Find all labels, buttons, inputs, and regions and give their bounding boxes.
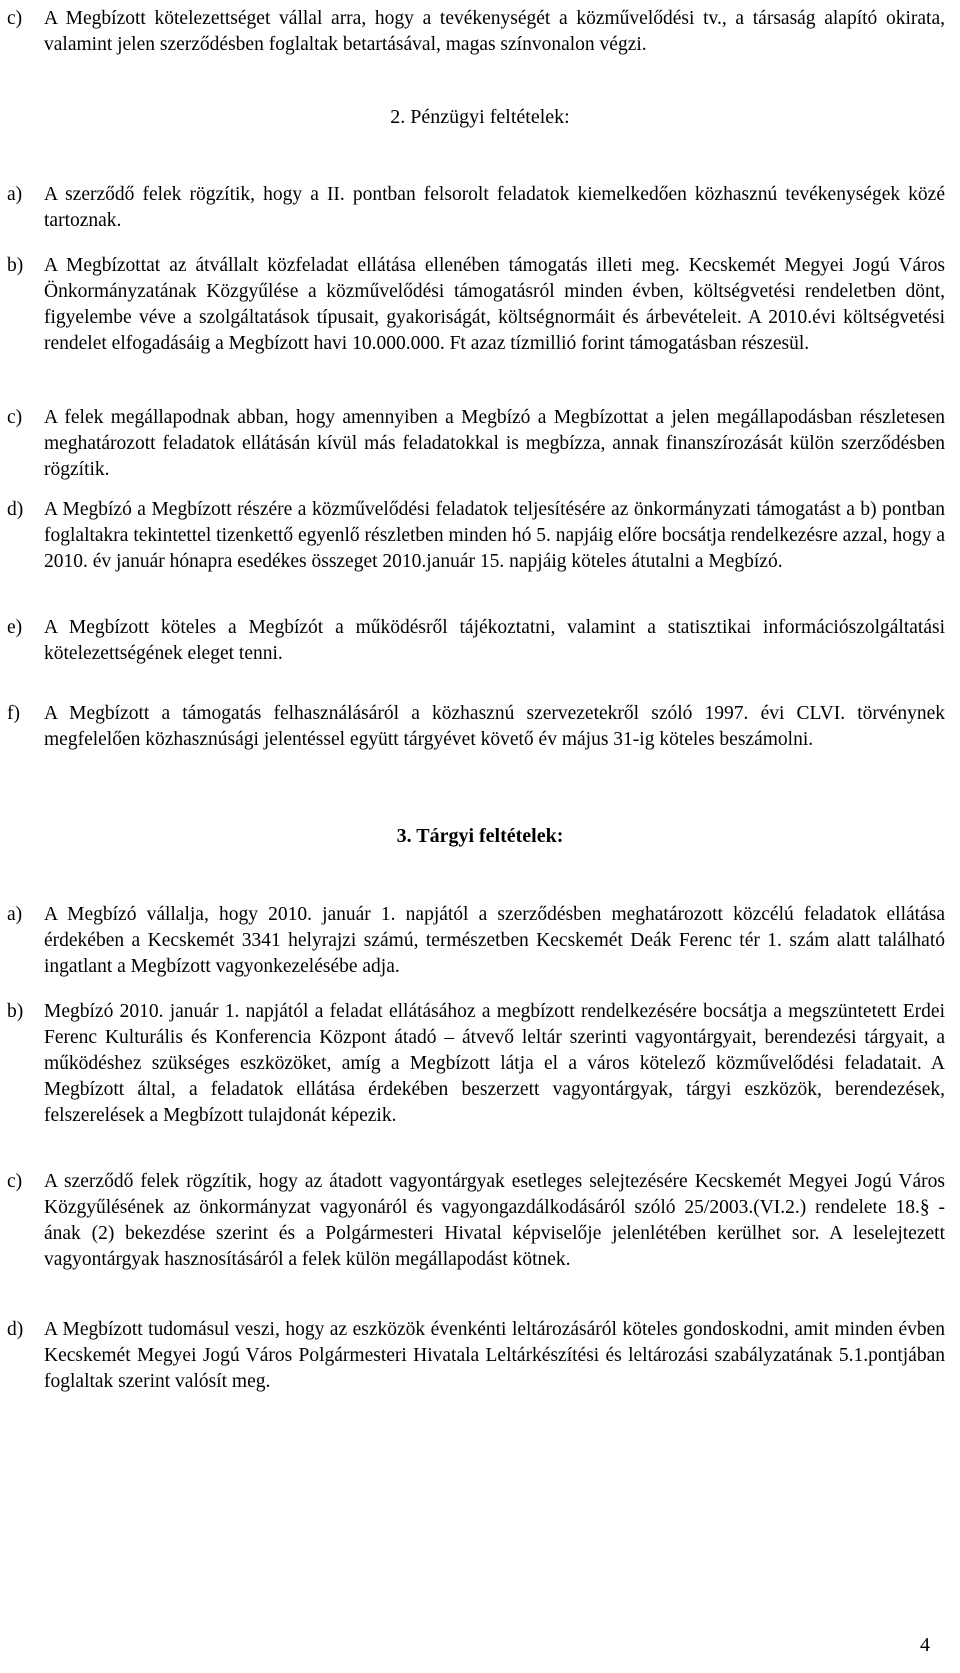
clause-text: A Megbízott tudomásul veszi, hogy az eszközök évenkénti leltározásáról köteles gondoskodni, amit minden évben Kecskemét Megyei Jogú Város Polgármesteri Hivatala Leltárkészítési és leltározási szabályzatának 5.1.pontjában foglaltak szerint valósít meg. (44, 1319, 945, 1392)
clause-label: b) (7, 255, 24, 276)
clause-text: A felek megállapodnak abban, hogy amennyiben a Megbízó a Megbízottat a jelen megállapodásban részletesen meghatározott feladatok ellátásán kívül más feladatokkal is megbízza, annak finanszírozását külön szerződésben rögzítik. (44, 407, 945, 480)
clause-label: c) (7, 1171, 23, 1192)
clause-2-c (7, 6, 945, 58)
clause-financial-f (7, 701, 945, 753)
clause-label: f) (7, 703, 20, 724)
clause-material-a (7, 902, 945, 980)
clause-financial-a (7, 182, 945, 234)
clause-text: A szerződő felek rögzítik, hogy a II. pontban felsorolt feladatok kiemelkedően közhasznú tevékenységek közé tartoznak. (44, 184, 945, 231)
clause-label: a) (7, 904, 23, 925)
clause-label: e) (7, 617, 23, 638)
clause-material-c (7, 1169, 945, 1273)
clause-text: A Megbízott a támogatás felhasználásáról a közhasznú szervezetekről szóló 1997. évi CLVI. törvénynek megfelelően közhasznúsági jelentéssel együtt tárgyévet követő év május 31-ig köteles beszámolni. (44, 703, 945, 750)
clause-material-d (7, 1317, 945, 1395)
clause-label: c) (7, 407, 23, 428)
clause-label: d) (7, 499, 24, 520)
clause-financial-c (7, 405, 945, 483)
page-number: 4 (920, 1634, 930, 1656)
clause-financial-e (7, 615, 945, 667)
clause-label: a) (7, 184, 23, 205)
clause-text: Megbízó 2010. január 1. napjától a feladat ellátásához a megbízott rendelkezésére bocsátja a megszüntetett Erdei Ferenc Kulturális és Konferencia Központ átadó – átvevő leltár szerinti vagyontárgyait, berendezési tárgyait, a működéshez szükséges eszközöket, amíg a Megbízott látja el a város kötelező közművelődési feladatait. A Megbízott által, a feladatok ellátása érdekében beszerzett vagyontárgyak, tárgyi eszközök, berendezések, felszerelések a Megbízott tulajdonát képezik. (44, 1001, 945, 1126)
section-heading-material: 3. Tárgyi feltételek: (396, 825, 564, 847)
clause-financial-d (7, 497, 945, 575)
clause-text: A Megbízott köteles a Megbízót a működésről tájékoztatni, valamint a statisztikai információszolgáltatási kötelezettségének eleget tenni. (44, 617, 945, 664)
clause-text: A Megbízó a Megbízott részére a közművelődési feladatok teljesítésére az önkormányzati támogatást a b) pontban foglaltakra tekintettel tizenkettő egyenlő részletben minden hó 5. napjáig előre bocsátja rendelkezésre azzal, hogy a 2010. év január hónapra esedékes összeget 2010.január 15. napjáig köteles átutalni a Megbízó. (44, 499, 945, 572)
clause-label: b) (7, 1001, 24, 1022)
clause-label: d) (7, 1319, 24, 1340)
clause-text: A Megbízó vállalja, hogy 2010. január 1. napjától a szerződésben meghatározott közcélú feladatok ellátása érdekében a Kecskemét 3341 helyrajzi számú, természetben Kecskemét Deák Ferenc tér 1. szám alatt található ingatlant a Megbízott vagyonkezelésébe adja. (44, 904, 945, 977)
clause-text: A Megbízottat az átvállalt közfeladat ellátása ellenében támogatás illeti meg. Kecskemét Megyei Jogú Város Önkormányzatának Közgyűlése a közművelődési támogatásról minden évben, költségvetési rendeletben dönt, figyelembe véve a szolgáltatások típusait, gyakoriságát, költségnormáit és árbevételeit. A 2010.évi költségvetési rendelet elfogadásáig a Megbízott havi 10.000.000. Ft azaz tízmillió forint támogatásban részesül. (44, 255, 945, 354)
clause-financial-b (7, 253, 945, 357)
clause-text: A Megbízott kötelezettséget vállal arra, hogy a tevékenységét a közművelődési tv., a társaság alapító okirata, valamint jelen szerződésben foglaltak betartásával, magas színvonalon végzi. (44, 8, 945, 55)
section-heading-financial: 2. Pénzügyi feltételek: (390, 106, 570, 128)
clause-label: c) (7, 8, 23, 29)
clause-material-b (7, 999, 945, 1129)
clause-text: A szerződő felek rögzítik, hogy az átadott vagyontárgyak esetleges selejtezésére Kecskemét Megyei Jogú Város Közgyűlésének az önkormányzat vagyonáról és vagyongazdálkodásáról szóló 25/2003.(VI.2.) rendelete 18.§ - ának (2) bekezdése szerint és a Polgármesteri Hivatal képviselője jelenlétében kerülhet sor. A leselejtezett vagyontárgyak hasznosításáról a felek külön megállapodást kötnek. (44, 1171, 945, 1270)
